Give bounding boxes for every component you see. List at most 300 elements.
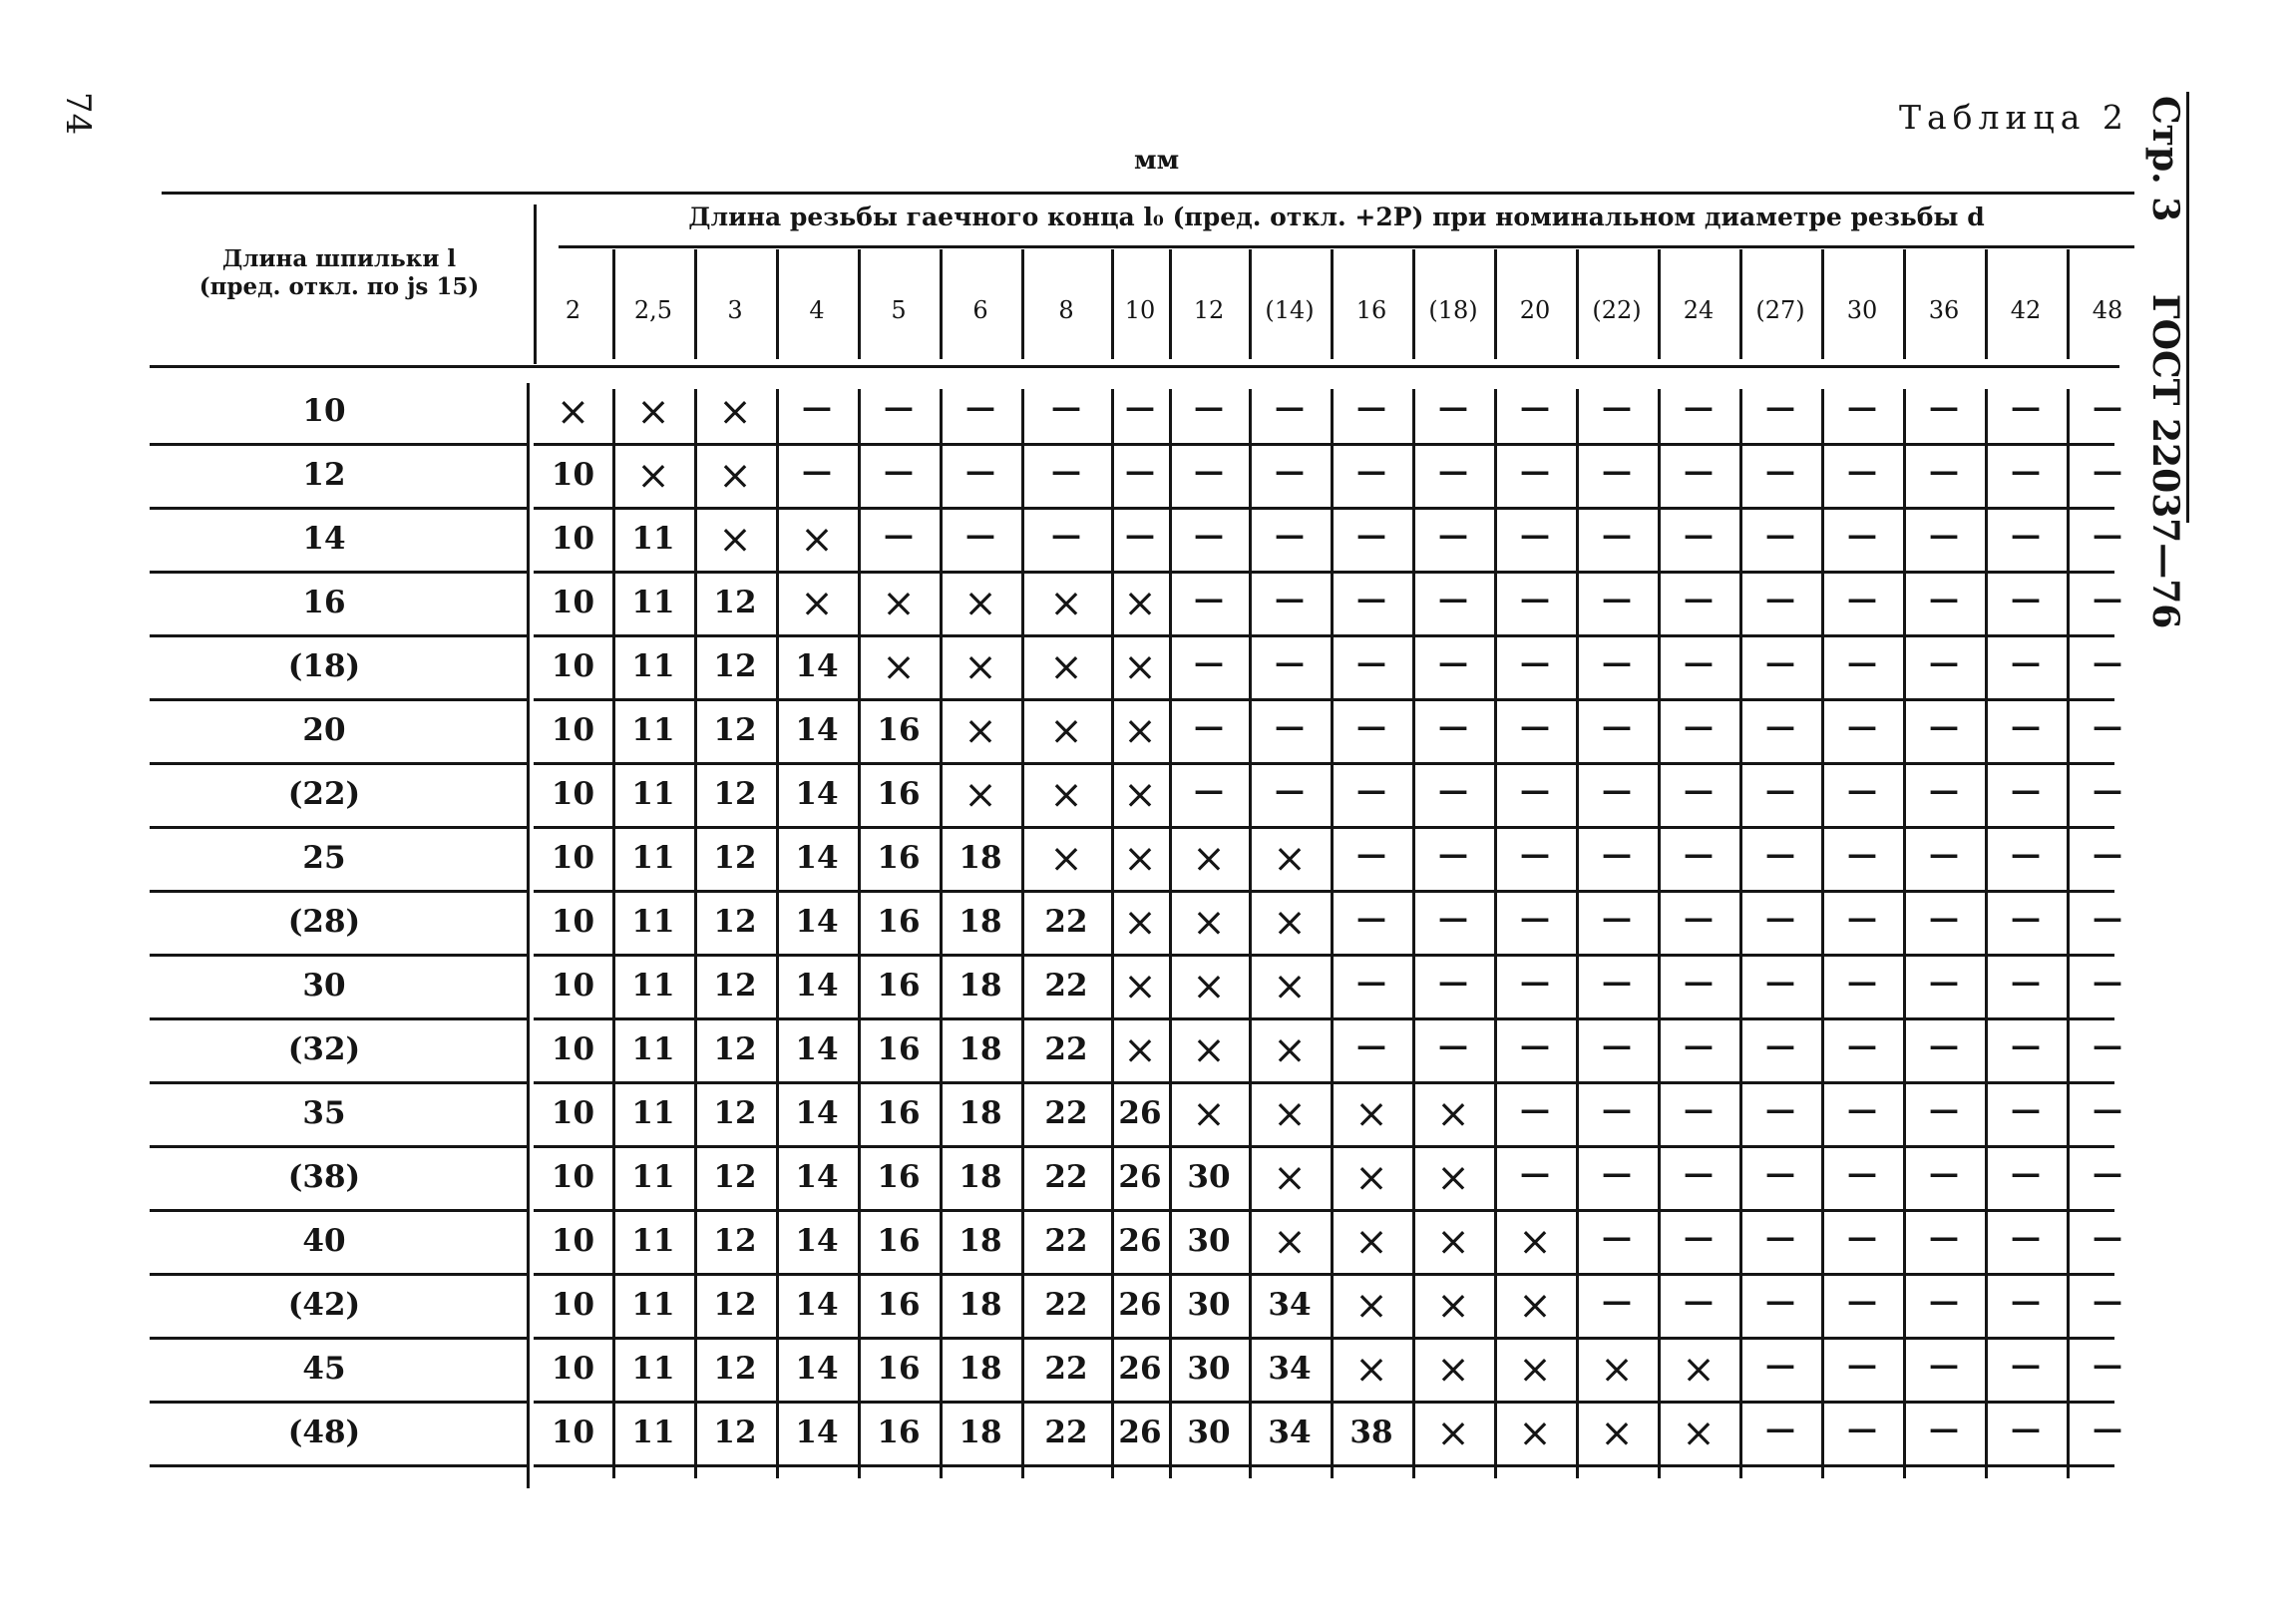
table-cell: 16: [877, 904, 921, 940]
dash-mark-icon: [1331, 453, 1412, 489]
column-header-divider: [940, 249, 943, 359]
row-label-rule: [150, 1401, 529, 1404]
row-rule: [534, 507, 2114, 510]
row-rule: [534, 1017, 2114, 1020]
row-label: 14: [302, 521, 346, 557]
dash-mark-icon: [2067, 581, 2148, 616]
dash-mark-icon: [1903, 1347, 1985, 1383]
row-rule: [534, 826, 2114, 829]
table-cell: 12: [713, 840, 757, 876]
table-cell: 11: [631, 904, 675, 940]
dash-mark-icon: [1903, 772, 1985, 808]
dash-mark-icon: [1412, 453, 1494, 489]
dash-mark-icon: [1412, 772, 1494, 808]
dash-mark-icon: [1985, 900, 2067, 936]
dash-mark-icon: [1249, 772, 1331, 808]
table-cell: 11: [631, 1415, 675, 1450]
dash-mark-icon: [2067, 517, 2148, 553]
row-rule: [534, 762, 2114, 765]
dash-mark-icon: [1821, 1027, 1903, 1063]
dash-mark-icon: [1821, 453, 1903, 489]
table-cell: 30: [1187, 1223, 1231, 1259]
column-header: (18): [1428, 296, 1478, 324]
row-label-rule: [150, 1081, 529, 1084]
table-cell: 10: [551, 1351, 595, 1387]
column-divider: [1331, 389, 1334, 1478]
table-cell: 26: [1118, 1351, 1162, 1387]
cross-mark-icon: [1021, 644, 1111, 690]
column-divider: [776, 389, 779, 1478]
table-cell: 16: [877, 712, 921, 748]
dash-mark-icon: [1903, 1091, 1985, 1127]
dash-mark-icon: [1658, 453, 1739, 489]
dash-mark-icon: [1903, 1027, 1985, 1063]
dash-mark-icon: [1903, 836, 1985, 872]
table-cell: 10: [551, 648, 595, 684]
row-label: 10: [302, 393, 346, 429]
cross-mark-icon: [858, 644, 940, 690]
dash-mark-icon: [1576, 1027, 1658, 1063]
column-header-divider: [858, 249, 861, 359]
cross-mark-icon: [1412, 1347, 1494, 1393]
column-divider: [2067, 389, 2070, 1478]
dash-mark-icon: [1985, 581, 2067, 616]
column-group-header: Длина резьбы гаечного конца l₀ (пред. откл. +2P) при номинальном диаметре резьбы d: [688, 202, 1985, 231]
table-cell: 12: [713, 585, 757, 620]
table-cell: 34: [1268, 1351, 1312, 1387]
cross-mark-icon: [1249, 964, 1331, 1010]
dash-mark-icon: [1985, 1155, 2067, 1191]
column-header: 4: [809, 296, 825, 324]
dash-mark-icon: [1021, 517, 1111, 553]
cross-mark-icon: [1658, 1411, 1739, 1456]
dash-mark-icon: [1412, 964, 1494, 1000]
table-cell: 16: [877, 1095, 921, 1131]
dash-mark-icon: [1739, 1219, 1821, 1255]
table-cell: 16: [877, 1031, 921, 1067]
row-rule: [534, 571, 2114, 574]
row-rule: [534, 1145, 2114, 1148]
column-header: 16: [1355, 296, 1387, 324]
header-bottom-rule: [150, 365, 2119, 368]
table-cell: 10: [551, 1223, 595, 1259]
table-cell: 11: [631, 1095, 675, 1131]
table-cell: 12: [713, 904, 757, 940]
dash-mark-icon: [1494, 772, 1576, 808]
table-cell: 18: [958, 840, 1002, 876]
cross-mark-icon: [1331, 1155, 1412, 1201]
table-cell: 11: [631, 776, 675, 812]
cross-mark-icon: [1331, 1091, 1412, 1137]
dash-mark-icon: [1739, 517, 1821, 553]
cross-mark-icon: [1021, 836, 1111, 882]
row-label: (18): [287, 648, 361, 684]
dash-mark-icon: [1111, 453, 1169, 489]
dash-mark-icon: [1658, 772, 1739, 808]
row-header-label: [150, 245, 529, 301]
dash-mark-icon: [1658, 964, 1739, 1000]
side-page-label: Стр. 3: [2144, 96, 2186, 222]
dash-mark-icon: [1739, 389, 1821, 425]
column-header-divider: [1576, 249, 1579, 359]
dash-mark-icon: [1658, 836, 1739, 872]
cross-mark-icon: [1249, 836, 1331, 882]
dash-mark-icon: [1331, 772, 1412, 808]
table-cell: 22: [1044, 1031, 1088, 1067]
dash-mark-icon: [1169, 581, 1249, 616]
table-cell: 30: [1187, 1159, 1231, 1195]
dash-mark-icon: [1821, 1219, 1903, 1255]
dash-mark-icon: [1821, 644, 1903, 680]
dash-mark-icon: [1985, 453, 2067, 489]
row-label-rule: [150, 634, 529, 637]
dash-mark-icon: [1331, 964, 1412, 1000]
column-divider: [1903, 389, 1906, 1478]
column-header: 2,5: [633, 296, 673, 324]
header-divider: [534, 204, 537, 364]
column-header-divider: [612, 249, 615, 359]
column-header-divider: [1903, 249, 1906, 359]
table-cell: 11: [631, 968, 675, 1004]
table-cell: 22: [1044, 1287, 1088, 1323]
dash-mark-icon: [1331, 900, 1412, 936]
dash-mark-icon: [1985, 389, 2067, 425]
column-divider: [1985, 389, 1988, 1478]
cross-mark-icon: [1494, 1283, 1576, 1329]
column-divider: [858, 389, 861, 1478]
table-top-rule: [162, 192, 2134, 195]
cross-mark-icon: [1576, 1411, 1658, 1456]
dash-mark-icon: [1412, 389, 1494, 425]
cross-mark-icon: [1021, 772, 1111, 818]
dash-mark-icon: [1576, 964, 1658, 1000]
dash-mark-icon: [1739, 581, 1821, 616]
cross-mark-icon: [1494, 1411, 1576, 1456]
dash-mark-icon: [2067, 1283, 2148, 1319]
table-cell: 10: [551, 968, 595, 1004]
table-cell: 10: [551, 1287, 595, 1323]
dash-mark-icon: [1576, 836, 1658, 872]
table-cell: 14: [795, 968, 839, 1004]
table-cell: 14: [795, 648, 839, 684]
table-cell: 14: [795, 1031, 839, 1067]
column-divider: [1249, 389, 1252, 1478]
column-header-divider: [1249, 249, 1252, 359]
table-cell: 10: [551, 585, 595, 620]
dash-mark-icon: [1576, 708, 1658, 744]
cross-mark-icon: [612, 389, 694, 435]
dash-mark-icon: [1903, 644, 1985, 680]
dash-mark-icon: [1903, 1283, 1985, 1319]
dash-mark-icon: [1658, 1283, 1739, 1319]
cross-mark-icon: [1111, 581, 1169, 626]
row-rule: [534, 1209, 2114, 1212]
table-cell: 10: [551, 1415, 595, 1450]
cross-mark-icon: [1169, 1091, 1249, 1137]
dash-mark-icon: [1576, 1091, 1658, 1127]
row-rule: [534, 1401, 2114, 1404]
row-label-rule: [150, 571, 529, 574]
table-cell: 18: [958, 1159, 1002, 1195]
cross-mark-icon: [1576, 1347, 1658, 1393]
cross-mark-icon: [1111, 836, 1169, 882]
table-cell: 10: [551, 521, 595, 557]
dash-mark-icon: [1821, 964, 1903, 1000]
row-label-rule: [150, 1337, 529, 1340]
cross-mark-icon: [940, 581, 1021, 626]
dash-mark-icon: [1412, 644, 1494, 680]
table-cell: 11: [631, 840, 675, 876]
dash-mark-icon: [1331, 581, 1412, 616]
table-cell: 14: [795, 1351, 839, 1387]
table-cell: 16: [877, 840, 921, 876]
table-cell: 12: [713, 648, 757, 684]
cross-mark-icon: [1331, 1219, 1412, 1265]
dash-mark-icon: [2067, 1219, 2148, 1255]
table-cell: 11: [631, 648, 675, 684]
dash-mark-icon: [776, 453, 858, 489]
row-label-rule: [150, 762, 529, 765]
dash-mark-icon: [1412, 581, 1494, 616]
dash-mark-icon: [1903, 1411, 1985, 1446]
dash-mark-icon: [1494, 1091, 1576, 1127]
dash-mark-icon: [1249, 708, 1331, 744]
dash-mark-icon: [2067, 836, 2148, 872]
dash-mark-icon: [1494, 964, 1576, 1000]
table-cell: 26: [1118, 1287, 1162, 1323]
table-cell: 30: [1187, 1287, 1231, 1323]
column-header-divider: [776, 249, 779, 359]
dash-mark-icon: [1903, 708, 1985, 744]
dash-mark-icon: [940, 389, 1021, 425]
dash-mark-icon: [1576, 1283, 1658, 1319]
side-header-rule: [2186, 92, 2189, 523]
units-label: мм: [1134, 146, 1180, 176]
column-header: 36: [1928, 296, 1960, 324]
cross-mark-icon: [1658, 1347, 1739, 1393]
dash-mark-icon: [1739, 1347, 1821, 1383]
column-divider: [1412, 389, 1415, 1478]
column-divider: [1111, 389, 1114, 1478]
column-divider: [694, 389, 697, 1478]
cross-mark-icon: [1021, 581, 1111, 626]
table-cell: 11: [631, 521, 675, 557]
row-rule: [534, 1464, 2114, 1467]
dash-mark-icon: [1658, 900, 1739, 936]
row-label: (28): [287, 904, 361, 940]
dash-mark-icon: [1576, 772, 1658, 808]
side-standard-label: ГОСТ 22037—76: [2144, 293, 2186, 629]
dash-mark-icon: [1985, 517, 2067, 553]
column-header: 42: [2010, 296, 2042, 324]
cross-mark-icon: [612, 453, 694, 499]
dash-mark-icon: [1821, 772, 1903, 808]
dash-mark-icon: [1576, 1155, 1658, 1191]
cross-mark-icon: [1412, 1091, 1494, 1137]
dash-mark-icon: [940, 517, 1021, 553]
column-header-divider: [1985, 249, 1988, 359]
dash-mark-icon: [1249, 453, 1331, 489]
table-cell: 14: [795, 1415, 839, 1450]
dash-mark-icon: [1739, 1155, 1821, 1191]
row-label-rule: [150, 443, 529, 446]
table-cell: 34: [1268, 1415, 1312, 1450]
table-cell: 12: [713, 1415, 757, 1450]
row-rule: [534, 1337, 2114, 1340]
dash-mark-icon: [1739, 900, 1821, 936]
dash-mark-icon: [1494, 1027, 1576, 1063]
cross-mark-icon: [1412, 1283, 1494, 1329]
row-label: (32): [287, 1031, 361, 1067]
column-divider: [1576, 389, 1579, 1478]
column-header: 5: [891, 296, 907, 324]
table-cell: 12: [713, 1159, 757, 1195]
table-cell: 12: [713, 712, 757, 748]
dash-mark-icon: [1821, 708, 1903, 744]
column-header-divider: [1331, 249, 1334, 359]
cross-mark-icon: [1412, 1155, 1494, 1201]
row-rule: [534, 443, 2114, 446]
table-cell: 30: [1187, 1415, 1231, 1450]
dash-mark-icon: [1576, 453, 1658, 489]
row-label-rule: [150, 507, 529, 510]
cross-mark-icon: [940, 644, 1021, 690]
dash-mark-icon: [1821, 389, 1903, 425]
column-header: 3: [727, 296, 743, 324]
cross-mark-icon: [694, 453, 776, 499]
row-rule: [534, 1081, 2114, 1084]
table-caption: Таблица 2: [1899, 98, 2129, 137]
dash-mark-icon: [1111, 389, 1169, 425]
row-label-rule: [150, 826, 529, 829]
table-cell: 22: [1044, 1351, 1088, 1387]
column-header: 8: [1058, 296, 1074, 324]
table-cell: 12: [713, 968, 757, 1004]
column-divider: [1821, 389, 1824, 1478]
cross-mark-icon: [1494, 1347, 1576, 1393]
table-cell: 10: [551, 1159, 595, 1195]
cross-mark-icon: [1331, 1347, 1412, 1393]
table-cell: 22: [1044, 1223, 1088, 1259]
column-header: (22): [1592, 296, 1642, 324]
column-header-divider: [1021, 249, 1024, 359]
table-cell: 11: [631, 1223, 675, 1259]
dash-mark-icon: [2067, 1347, 2148, 1383]
dash-mark-icon: [858, 517, 940, 553]
dash-mark-icon: [1658, 581, 1739, 616]
table-cell: 12: [713, 1095, 757, 1131]
table-cell: 14: [795, 1095, 839, 1131]
table-cell: 18: [958, 1351, 1002, 1387]
body-left-rule: [527, 383, 530, 1488]
dash-mark-icon: [1821, 1091, 1903, 1127]
dash-mark-icon: [1658, 1091, 1739, 1127]
row-rule: [534, 954, 2114, 957]
cross-mark-icon: [1249, 1219, 1331, 1265]
dash-mark-icon: [1821, 1283, 1903, 1319]
dash-mark-icon: [1821, 517, 1903, 553]
dash-mark-icon: [1494, 836, 1576, 872]
dash-mark-icon: [1903, 517, 1985, 553]
row-label: 40: [302, 1223, 346, 1259]
cross-mark-icon: [1111, 772, 1169, 818]
cross-mark-icon: [1249, 1155, 1331, 1201]
dash-mark-icon: [1169, 708, 1249, 744]
dash-mark-icon: [1576, 644, 1658, 680]
dash-mark-icon: [1576, 389, 1658, 425]
table-cell: 22: [1044, 1159, 1088, 1195]
cross-mark-icon: [1111, 1027, 1169, 1073]
row-label: 30: [302, 968, 346, 1004]
table-cell: 11: [631, 1159, 675, 1195]
table-cell: 38: [1349, 1415, 1393, 1450]
table-cell: 22: [1044, 904, 1088, 940]
dash-mark-icon: [2067, 1027, 2148, 1063]
table-cell: 12: [713, 1031, 757, 1067]
dash-mark-icon: [1985, 1219, 2067, 1255]
row-rule: [534, 698, 2114, 701]
dash-mark-icon: [1169, 517, 1249, 553]
dash-mark-icon: [1249, 581, 1331, 616]
row-rule: [534, 634, 2114, 637]
table-cell: 26: [1118, 1159, 1162, 1195]
cross-mark-icon: [534, 389, 612, 435]
dash-mark-icon: [1658, 644, 1739, 680]
dash-mark-icon: [1985, 708, 2067, 744]
row-label-rule: [150, 698, 529, 701]
dash-mark-icon: [1985, 1283, 2067, 1319]
cross-mark-icon: [1111, 708, 1169, 754]
dash-mark-icon: [1249, 389, 1331, 425]
cross-mark-icon: [1169, 900, 1249, 946]
table-cell: 22: [1044, 968, 1088, 1004]
dash-mark-icon: [2067, 900, 2148, 936]
row-label: 12: [302, 457, 346, 493]
table-cell: 18: [958, 1415, 1002, 1450]
table-cell: 11: [631, 1031, 675, 1067]
table-cell: 30: [1187, 1351, 1231, 1387]
dash-mark-icon: [1494, 517, 1576, 553]
dash-mark-icon: [1412, 517, 1494, 553]
row-label-rule: [150, 1145, 529, 1148]
cross-mark-icon: [1111, 964, 1169, 1010]
dash-mark-icon: [1169, 453, 1249, 489]
column-header: 6: [972, 296, 988, 324]
table-cell: 11: [631, 712, 675, 748]
cross-mark-icon: [1169, 964, 1249, 1010]
dash-mark-icon: [1903, 389, 1985, 425]
row-label-rule: [150, 1017, 529, 1020]
dash-mark-icon: [1494, 389, 1576, 425]
dash-mark-icon: [1021, 453, 1111, 489]
cross-mark-icon: [1249, 900, 1331, 946]
dash-mark-icon: [1331, 1027, 1412, 1063]
table-cell: 10: [551, 840, 595, 876]
table-cell: 22: [1044, 1095, 1088, 1131]
table-cell: 11: [631, 1287, 675, 1323]
row-rule: [534, 1273, 2114, 1276]
dash-mark-icon: [1821, 581, 1903, 616]
dash-mark-icon: [1249, 517, 1331, 553]
column-header-divider: [1821, 249, 1824, 359]
column-divider: [1169, 389, 1172, 1478]
row-label-rule: [150, 890, 529, 893]
dash-mark-icon: [1821, 1155, 1903, 1191]
table-cell: 16: [877, 776, 921, 812]
dash-mark-icon: [1739, 1283, 1821, 1319]
dash-mark-icon: [1331, 644, 1412, 680]
dash-mark-icon: [1494, 581, 1576, 616]
